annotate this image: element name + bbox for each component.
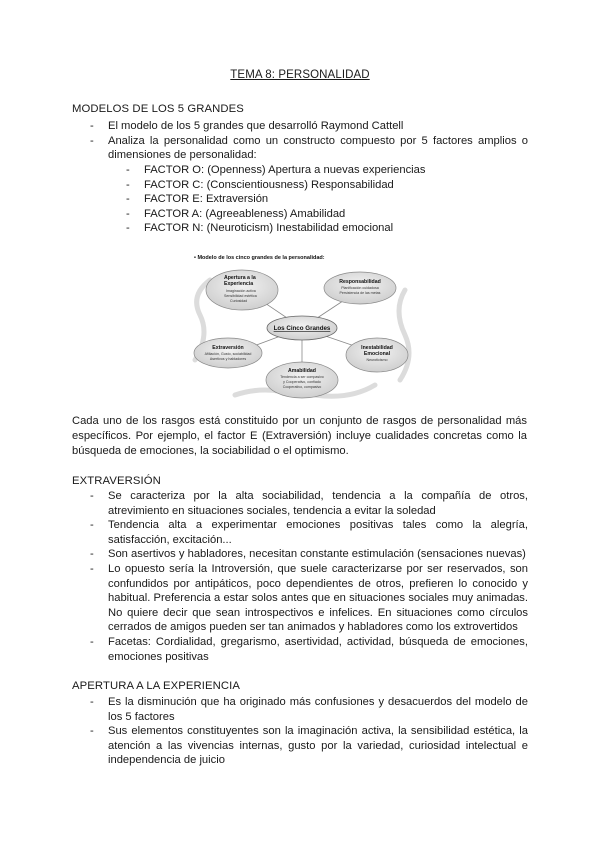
svg-text:Curiosidad: Curiosidad (230, 299, 248, 303)
factor-item-e: - FACTOR E: Extraversión (144, 192, 524, 207)
svg-text:Apertura a la: Apertura a la (224, 275, 256, 281)
svg-text:Experiencia: Experiencia (224, 281, 254, 287)
svg-text:Tendencia a ser compasivo: Tendencia a ser compasivo (280, 375, 324, 379)
list-item: - Tendencia alta a experimentar emociones positivas tales como la alegría, satisfacción, excitación... (108, 518, 528, 547)
factor-item-a: - FACTOR A: (Agreeableness) Amabilidad (144, 207, 524, 222)
section-heading-apertura: APERTURA A LA EXPERIENCIA (72, 680, 241, 692)
node-extraversion (194, 338, 262, 368)
extraversion-bullets (108, 489, 528, 664)
page-title: TEMA 8: PERSONALIDAD (230, 69, 370, 81)
svg-text:Asertivos y habladores: Asertivos y habladores (209, 357, 247, 361)
factor-item-n: - FACTOR N: (Neuroticism) Inestabilidad emocional (144, 221, 524, 236)
factor-item-o: - FACTOR O: (Openness) Apertura a nuevas experiencias (144, 163, 524, 178)
big-five-diagram (190, 250, 415, 400)
list-item: - El modelo de los 5 grandes que desarrolló Raymond Cattell (108, 119, 528, 134)
svg-text:Cooperativo, compasivo: Cooperativo, compasivo (282, 385, 322, 389)
list-item: - Sus elementos constituyentes son la imaginación activa, la sensibilidad estética, la atención a las vivencias internas, gusto por la variedad, curiosidad intelectual e independencia de juicio (108, 724, 528, 768)
svg-text:Los Cinco Grandes: Los Cinco Grandes (273, 325, 331, 332)
list-item: - Se caracteriza por la alta sociabilidad, tendencia a la compañía de otros, atrevimiento en situaciones sociales, tendencia a evitar la soledad (108, 489, 528, 518)
node-apertura (206, 270, 278, 310)
svg-text:Persistencia de las metas: Persistencia de las metas (339, 291, 381, 295)
svg-text:Amabilidad: Amabilidad (288, 368, 316, 374)
svg-text:Neuroticismo: Neuroticismo (366, 358, 388, 362)
svg-text:Emocional: Emocional (363, 351, 391, 357)
svg-text:Responsabilidad: Responsabilidad (339, 279, 381, 285)
node-inestabilidad (346, 338, 408, 372)
svg-text:Planificación cuidadosa: Planificación cuidadosa (341, 286, 379, 290)
center-node (267, 316, 337, 340)
svg-text:y Cooperativo, confiado: y Cooperativo, confiado (283, 380, 321, 384)
section-heading-big-five: MODELOS DE LOS 5 GRANDES (72, 103, 244, 115)
list-item: - Analiza la personalidad como un constructo compuesto por 5 factores amplios o dimensiones de personalidad: (108, 134, 528, 163)
big-five-bullets (108, 119, 528, 163)
list-item: - Es la disminución que ha originado más confusiones y desacuerdos del modelo de los 5 factores (108, 695, 528, 724)
list-item: - Facetas: Cordialidad, gregarismo, asertividad, actividad, búsqueda de emociones, emociones positivas (108, 635, 528, 664)
section-heading-extraversion: EXTRAVERSIÓN (72, 475, 161, 487)
node-responsabilidad (324, 272, 396, 304)
paragraph-rasgos: Cada uno de los rasgos está constituido por un conjunto de rasgos de personalidad más específicos. Por ejemplo, el factor E (Extraversión) incluye cualidades concretas como la búsqueda de emociones, la sociabilidad o el optimismo. (72, 415, 527, 457)
factor-list (144, 163, 524, 236)
node-amabilidad (266, 362, 338, 398)
apertura-bullets (108, 695, 528, 768)
svg-text:Imaginación activa: Imaginación activa (226, 289, 256, 293)
svg-text:Sensibilidad estética: Sensibilidad estética (224, 294, 257, 298)
svg-text:Afiliación, Gusto, sociabilida: Afiliación, Gusto, sociabilidad (204, 352, 252, 356)
factor-item-c: - FACTOR C: (Conscientiousness) Responsabilidad (144, 178, 524, 193)
list-item: - Son asertivos y habladores, necesitan constante estimulación (sensaciones nuevas) (108, 547, 528, 562)
figure-caption: • Modelo de los cinco grandes de la personalidad: (194, 255, 325, 261)
svg-text:Inestabilidad: Inestabilidad (361, 345, 393, 351)
svg-text:Extraversión: Extraversión (212, 345, 244, 351)
list-item: - Lo opuesto sería la Introversión, que suele caracterizarse por ser reservados, son confundidos por antipáticos, poco dependientes de otros, prefieren lo conocido y habitual. Preferencia a estar solos antes que en situaciones sociales muy animadas. No quiere decir que sean introspectivos e infelices. En situaciones como círculos cerrados de amigos pueden ser tan animados y habladores como los extrovertidos (108, 562, 528, 635)
